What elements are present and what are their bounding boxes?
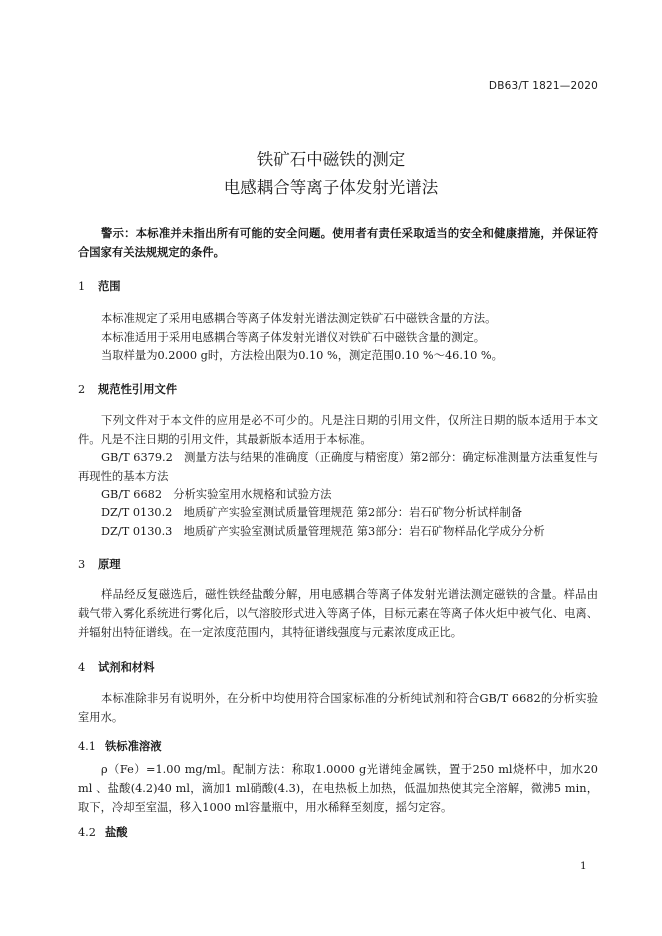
reference-item: DZ/T 0130.3 地质矿产实验室测试质量管理规范 第3部分：岩石矿物样品化学成分分析 <box>101 525 545 538</box>
document-code: DB63/T 1821—2020 <box>488 80 598 92</box>
section-title: 规范性引用文件 <box>98 382 178 396</box>
subsection-title: 铁标准溶液 <box>105 739 162 753</box>
section-title: 范围 <box>98 279 121 293</box>
section-title: 原理 <box>98 557 121 571</box>
section-number: 2 <box>78 383 86 396</box>
subsection-title: 盐酸 <box>105 825 128 839</box>
reference-item: GB/T 6682 分析实验室用水规格和试验方法 <box>101 488 332 501</box>
subsection-number: 4.1 <box>78 740 96 753</box>
document-title-line-1: 铁矿石中磁铁的测定 <box>256 150 406 169</box>
iron-standard-solution-paragraph: ρ（Fe）=1.00 mg/ml。配制方法：称取1.0000 g光谱纯金属铁，置于250 ml烧杯中，加水20 ml 、盐酸(4.2)40 ml，滴加1 ml硝酸(4.3)，在电热板上加热，低温加热使其完全溶解，微沸5 min，取下，冷却至室温，移入1000 ml容量瓶中，用水稀释至刻度，摇匀定容。 <box>78 763 598 814</box>
subsection-number: 4.2 <box>78 826 96 839</box>
section-3-heading <box>78 556 121 572</box>
subsection-4-2-heading <box>78 824 128 840</box>
scope-paragraph-3: 当取样量为0.2000 g时，方法检出限为0.10 %，测定范围0.10 %～46.10 %。 <box>101 349 503 362</box>
section-1-heading <box>78 278 121 294</box>
safety-warning: 警示：本标准并未指出所有可能的安全问题。使用者有责任采取适当的安全和健康措施，并保证符合国家有关法规规定的条件。 <box>78 226 598 259</box>
section-4-heading <box>78 659 155 675</box>
section-2-heading <box>78 381 177 397</box>
scope-paragraph-1: 本标准规定了采用电感耦合等离子体发射光谱法测定铁矿石中磁铁含量的方法。 <box>101 312 497 325</box>
section-number: 1 <box>78 280 86 293</box>
reagents-paragraph: 本标准除非另有说明外，在分析中均使用符合国家标准的分析纯试剂和符合GB/T 6682的分析实验室用水。 <box>78 692 598 724</box>
references-intro: 下列文件对于本文件的应用是必不可少的。凡是注日期的引用文件，仅所注日期的版本适用于本文件。凡是不注日期的引用文件，其最新版本适用于本标准。 <box>78 414 598 446</box>
principle-paragraph: 样品经反复磁选后，磁性铁经盐酸分解，用电感耦合等离子体发射光谱法测定磁铁的含量。样品由载气带入雾化系统进行雾化后，以气溶胶形式进入等离子体，目标元素在等离子体火炬中被气化、电离、并辐射出特征谱线。在一定浓度范围内，其特征谱线强度与元素浓度成正比。 <box>78 588 598 639</box>
reference-item: DZ/T 0130.2 地质矿产实验室测试质量管理规范 第2部分：岩石矿物分析试样制备 <box>101 506 523 519</box>
reference-item: GB/T 6379.2 测量方法与结果的准确度（正确度与精密度）第2部分：确定标准测量方法重复性与再现性的基本方法 <box>78 451 598 483</box>
subsection-4-1-heading <box>78 738 162 754</box>
page-number: 1 <box>580 860 587 872</box>
section-title: 试剂和材料 <box>98 660 155 674</box>
section-number: 4 <box>78 661 86 674</box>
section-number: 3 <box>78 558 86 571</box>
scope-paragraph-2: 本标准适用于采用电感耦合等离子体发射光谱仪对铁矿石中磁铁含量的测定。 <box>101 331 486 344</box>
document-title-line-2: 电感耦合等离子体发射光谱法 <box>223 178 439 197</box>
